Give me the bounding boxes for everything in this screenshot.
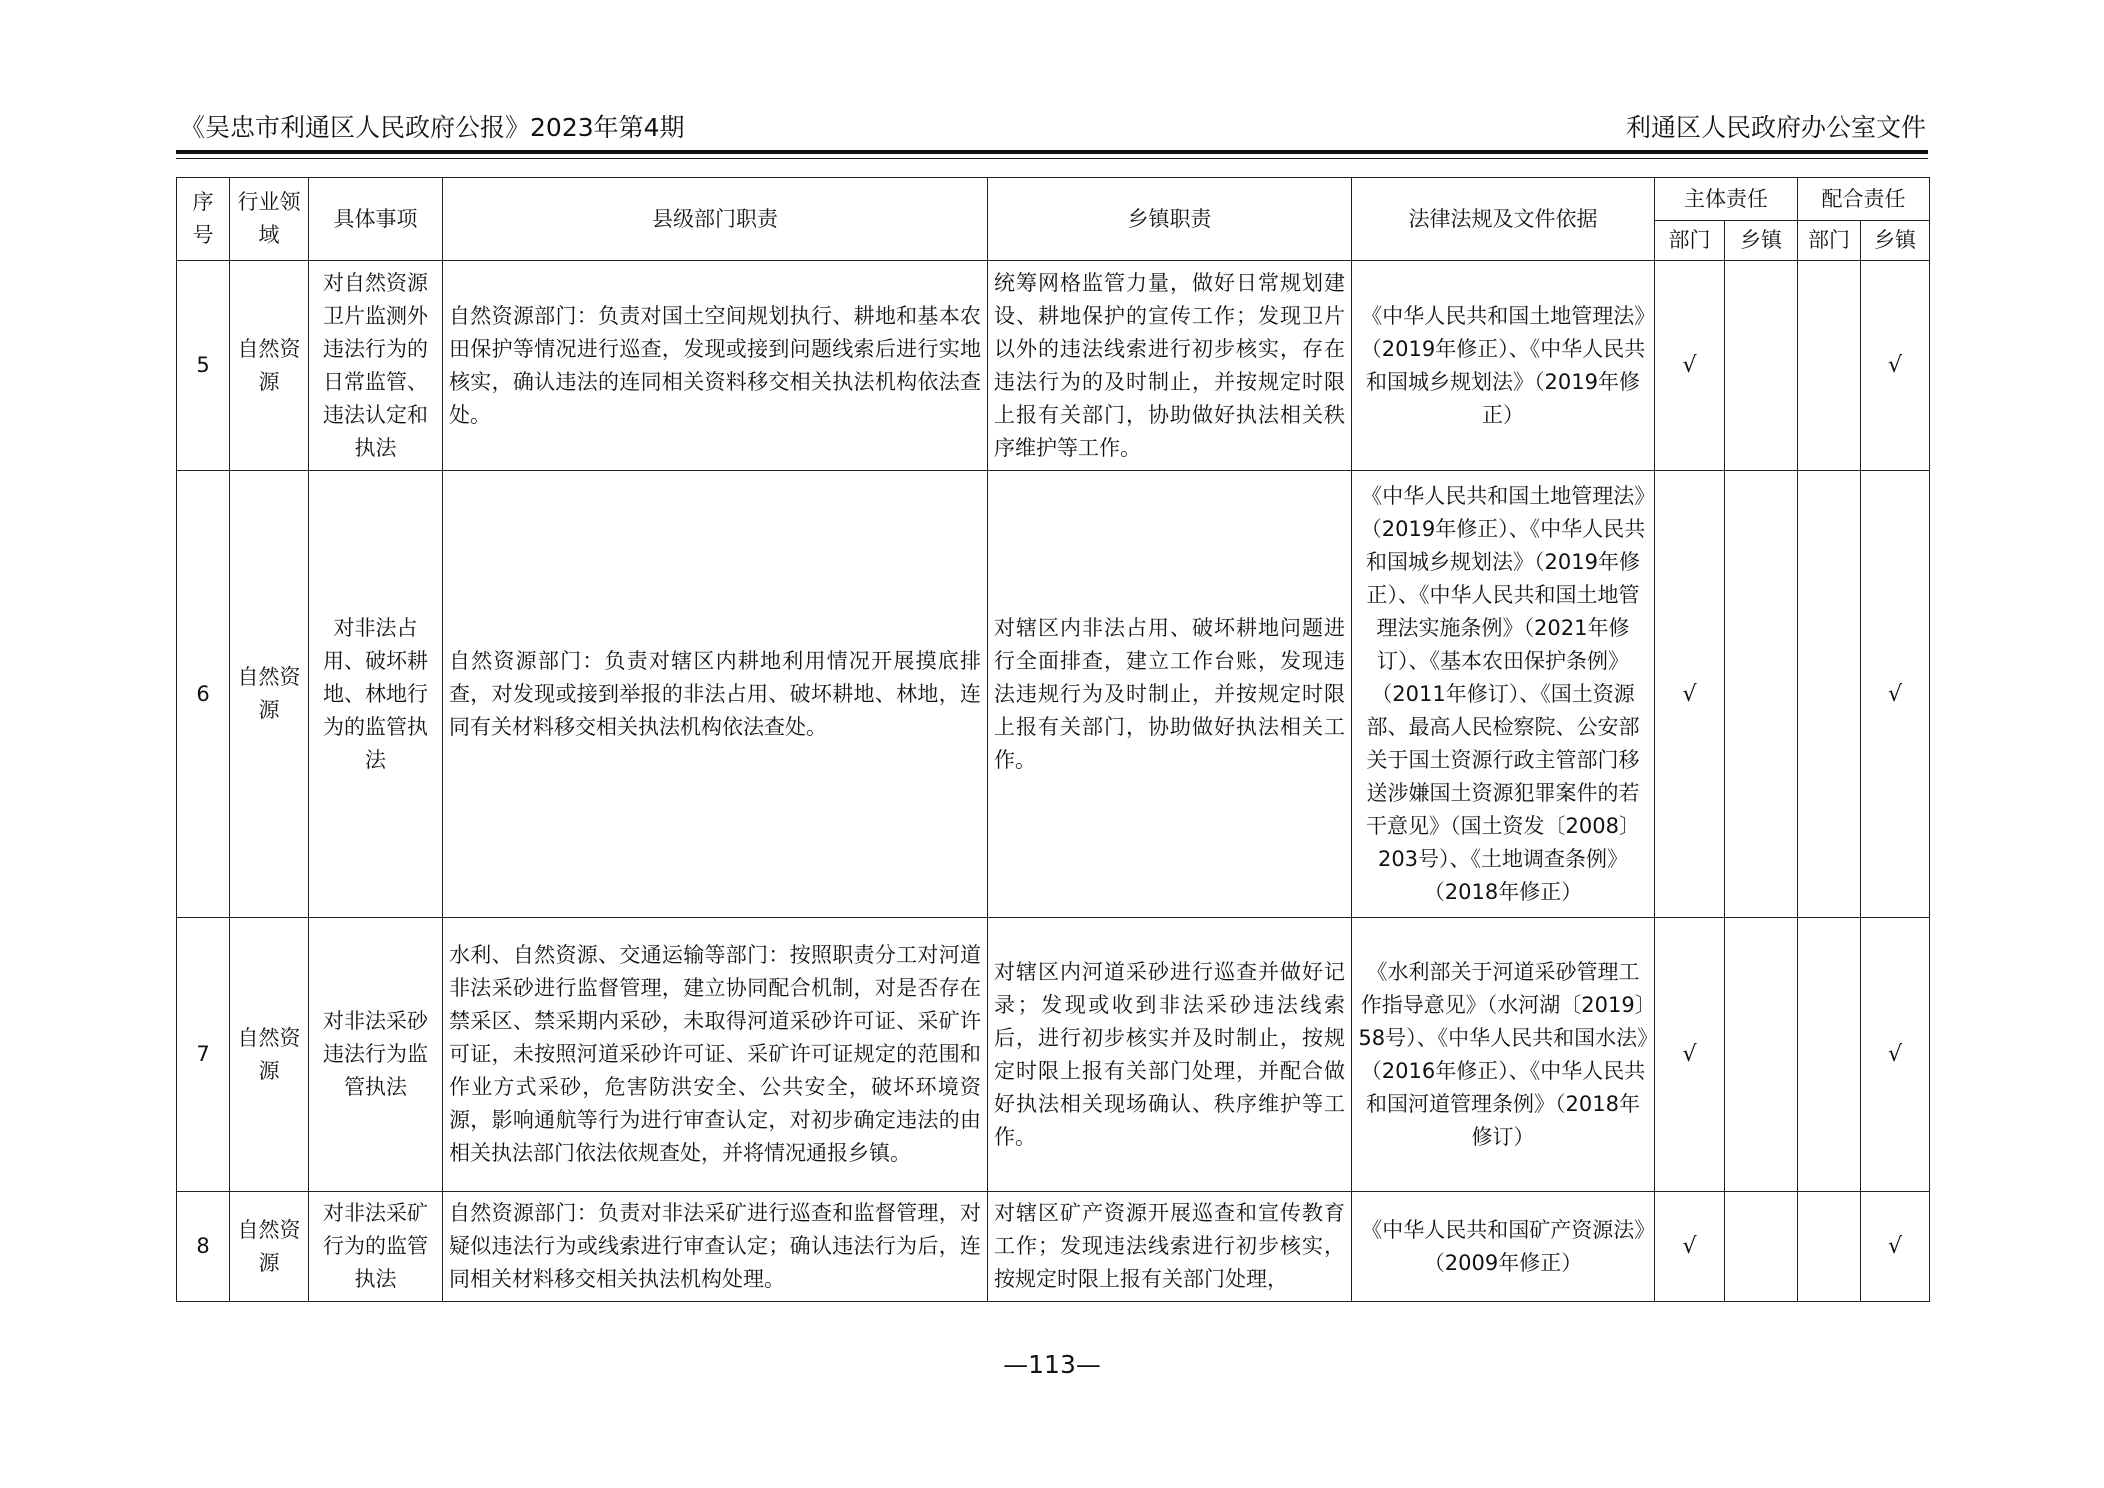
row-main-dept-check: √ [1655,471,1725,918]
header-rule-thick [176,150,1928,154]
row-main-town-check [1725,1192,1798,1302]
row-legal-basis: 《中华人民共和国土地管理法》（2019年修正）、《中华人民共和国城乡规划法》（2019年修正）、《中华人民共和国土地管理法实施条例》（2021年修订）、《基本农田保护条例》（2011年修订）、《国土资源部、最高人民检察院、公安部关于国土资源行政主管部门移送涉嫌国土资源犯罪案件的若干意见》（国土资发〔2008〕203号）、《土地调查条例》（2018年修正） [1352,471,1655,918]
row-item: 对非法采矿行为的监管执法 [309,1192,443,1302]
row-item: 对自然资源卫片监测外违法行为的日常监管、违法认定和执法 [309,261,443,471]
row-item: 对非法占用、破坏耕地、林地行为的监管执法 [309,471,443,918]
header-main-responsibility: 主体责任 [1655,178,1798,221]
row-county-duties: 自然资源部门：负责对国土空间规划执行、耕地和基本农田保护等情况进行巡查，发现或接到问题线索后进行实地核实，确认违法的连同相关资料移交相关执法机构依法查处。 [443,261,988,471]
row-town-duties: 对辖区内非法占用、破坏耕地问题进行全面排查，建立工作台账，发现违法违规行为及时制止，并按规定时限上报有关部门，协助做好执法相关工作。 [988,471,1352,918]
row-county-duties: 自然资源部门：负责对非法采矿进行巡查和监督管理，对疑似违法行为或线索进行审查认定；确认违法行为后，连同相关材料移交相关执法机构处理。 [443,1192,988,1302]
header-county-duties: 县级部门职责 [443,178,988,261]
row-coop-dept-check [1798,918,1861,1192]
row-main-town-check [1725,261,1798,471]
row-seq: 6 [177,471,230,918]
header-field: 行业领域 [230,178,309,261]
row-seq: 5 [177,261,230,471]
row-coop-dept-check [1798,471,1861,918]
header-main-township: 乡镇 [1725,221,1798,261]
row-coop-town-check: √ [1861,918,1930,1192]
table-row [177,1192,1930,1302]
row-field: 自然资源 [230,261,309,471]
row-legal-basis: 《水利部关于河道采砂管理工作指导意见》（水河湖〔2019〕58号）、《中华人民共和国水法》（2016年修正）、《中华人民共和国河道管理条例》（2018年修订） [1352,918,1655,1192]
header-coop-township: 乡镇 [1861,221,1930,261]
row-main-dept-check: √ [1655,1192,1725,1302]
header-main-dept: 部门 [1655,221,1725,261]
row-town-duties: 统筹网格监管力量，做好日常规划建设、耕地保护的宣传工作；发现卫片以外的违法线索进行初步核实，存在违法行为的及时制止，并按规定时限上报有关部门，协助做好执法相关秩序维护等工作。 [988,261,1352,471]
row-main-dept-check: √ [1655,261,1725,471]
row-county-duties: 水利、自然资源、交通运输等部门：按照职责分工对河道非法采砂进行监督管理，建立协同配合机制，对是否存在禁采区、禁采期内采砂，未取得河道采砂许可证、采矿许可证，未按照河道采砂许可证、采矿许可证规定的范围和作业方式采砂，危害防洪安全、公共安全，破坏环境资源，影响通航等行为进行审查认定，对初步确定违法的由相关执法部门依法依规查处，并将情况通报乡镇。 [443,918,988,1192]
row-coop-town-check: √ [1861,471,1930,918]
row-coop-dept-check [1798,1192,1861,1302]
header-item: 具体事项 [309,178,443,261]
row-coop-dept-check [1798,261,1861,471]
row-seq: 8 [177,1192,230,1302]
header-coop-dept: 部门 [1798,221,1861,261]
row-town-duties: 对辖区内河道采砂进行巡查并做好记录；发现或收到非法采砂违法线索后，进行初步核实并及时制止，按规定时限上报有关部门处理，并配合做好执法相关现场确认、秩序维护等工作。 [988,918,1352,1192]
row-legal-basis: 《中华人民共和国矿产资源法》（2009年修正） [1352,1192,1655,1302]
table-row [177,471,1930,918]
table-row [177,261,1930,471]
header-rule-thin [176,158,1928,159]
row-field: 自然资源 [230,918,309,1192]
row-seq: 7 [177,918,230,1192]
row-coop-town-check: √ [1861,1192,1930,1302]
row-coop-town-check: √ [1861,261,1930,471]
page-number: —113— [1003,1350,1101,1379]
row-main-dept-check: √ [1655,918,1725,1192]
header-coop-responsibility: 配合责任 [1798,178,1930,221]
bulletin-title: 《吴忠市利通区人民政府公报》2023年第4期 [180,113,685,142]
row-field: 自然资源 [230,471,309,918]
row-main-town-check [1725,471,1798,918]
header-town-duties: 乡镇职责 [988,178,1352,261]
row-main-town-check [1725,918,1798,1192]
row-field: 自然资源 [230,1192,309,1302]
table-row [177,918,1930,1192]
responsibility-table [176,177,1930,1302]
row-town-duties: 对辖区矿产资源开展巡查和宣传教育工作；发现违法线索进行初步核实，按规定时限上报有关部门处理， [988,1192,1352,1302]
header-seq: 序号 [177,178,230,261]
row-county-duties: 自然资源部门：负责对辖区内耕地利用情况开展摸底排查，对发现或接到举报的非法占用、破坏耕地、林地，连同有关材料移交相关执法机构依法查处。 [443,471,988,918]
row-legal-basis: 《中华人民共和国土地管理法》（2019年修正）、《中华人民共和国城乡规划法》（2019年修正） [1352,261,1655,471]
issuing-office: 利通区人民政府办公室文件 [1625,113,1926,142]
row-item: 对非法采砂违法行为监管执法 [309,918,443,1192]
header-legal-basis: 法律法规及文件依据 [1352,178,1655,261]
